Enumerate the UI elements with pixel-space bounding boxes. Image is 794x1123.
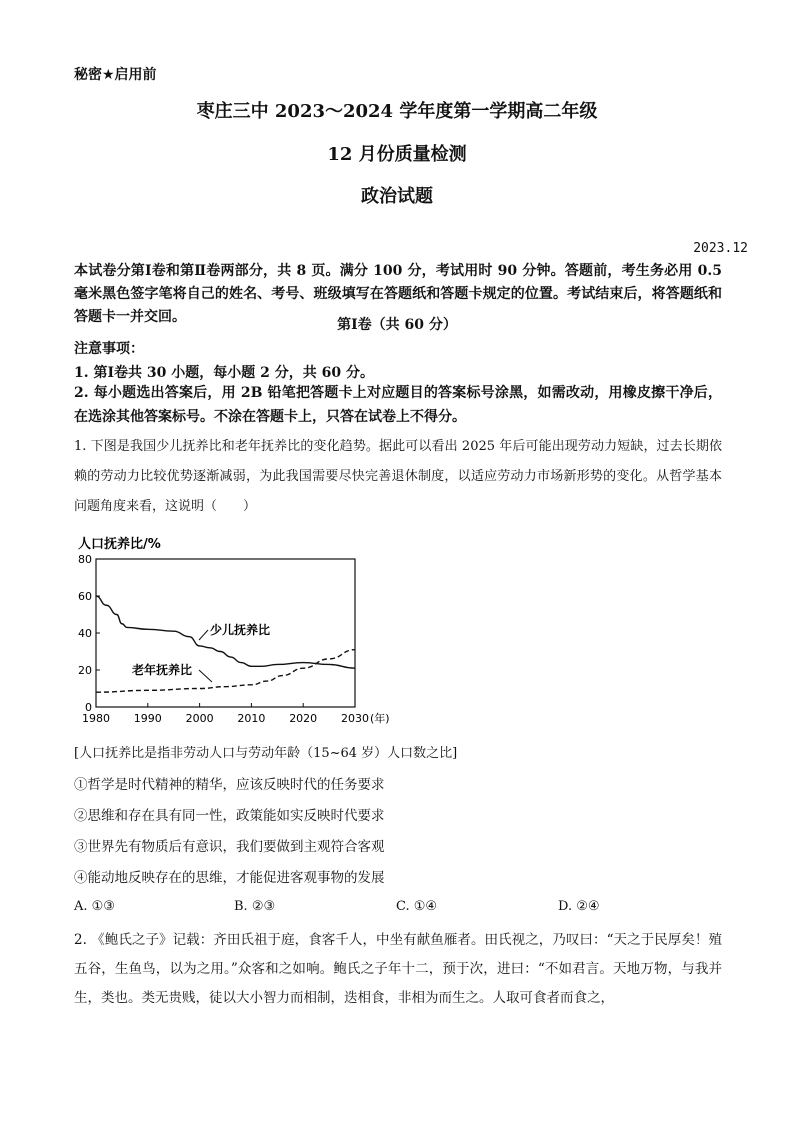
exam-date: 2023.12 bbox=[693, 241, 748, 256]
x-tick-label: 1990 bbox=[133, 712, 162, 725]
x-tick-label: 1980 bbox=[82, 712, 110, 725]
x-tick-label: 2000 bbox=[185, 712, 214, 725]
statement-3: ③世界先有物质后有意识，我们要做到主观符合客观 bbox=[74, 839, 385, 855]
x-tick-label: 2010 bbox=[237, 712, 266, 725]
choice-d[interactable]: D. ②④ bbox=[558, 899, 600, 914]
exam-title: 枣庄三中 2023～2024 学年度第一学期高二年级 bbox=[196, 101, 598, 122]
dependency-ratio-chart bbox=[72, 530, 412, 730]
x-tick-label: 2030 bbox=[341, 712, 369, 725]
exam-intro: 本试卷分第Ⅰ卷和第Ⅱ卷两部分，共 8 页。满分 100 分，考试用时 90 分钟。答题前，考生务必用 0.5 毫米黑色签字笔将自己的姓名、考号、班级填写在答题纸和答题卡规定的位置。考试结束后，将答题纸和答题卡一并交回。 bbox=[74, 263, 722, 325]
subject-title: 政治试题 bbox=[361, 186, 433, 207]
question-2-stem: 2. 《鲍氏之子》记载：齐田氏祖于庭，食客千人，中坐有献鱼雁者。田氏视之，乃叹曰：“天之于民厚矣！殖五谷，生鱼鸟，以为之用。”众客和之如响。鲍氏之子年十二，预于次，进曰：“不如君言。天地万物，与我并生，类也。类无贵贱，徒以大小智力而相制，迭相食，非相为而生之。人取可食者而食之， bbox=[74, 932, 722, 1006]
chart-xlabel: (年) bbox=[370, 712, 390, 725]
y-tick-label: 0 bbox=[85, 701, 92, 714]
note-1: 1. 第Ⅰ卷共 30 小题，每小题 2 分，共 60 分。 bbox=[74, 365, 374, 381]
choice-b[interactable]: B. ②③ bbox=[234, 899, 276, 914]
notes-title: 注意事项： bbox=[74, 341, 144, 357]
choice-a[interactable]: A. ①③ bbox=[74, 899, 115, 914]
statement-1: ①哲学是时代精神的精华，应该反映时代的任务要求 bbox=[74, 777, 385, 793]
question-1-stem: 1. 下图是我国少儿抚养比和老年抚养比的变化趋势。据此可以看出 2025 年后可能出现劳动力短缺，过去长期依赖的劳动力比较优势逐渐减弱，为此我国需要尽快完善退休制度，以适应劳动力市场新形势的变化。从哲学基本问题角度来看，这说明（ ） bbox=[74, 439, 722, 514]
confidential-label: 秘密★启用前 bbox=[74, 67, 157, 83]
choice-c[interactable]: C. ①④ bbox=[396, 899, 438, 914]
exam-subtitle: 12 月份质量检测 bbox=[327, 144, 467, 165]
y-tick-label: 80 bbox=[78, 553, 92, 566]
leader-youth bbox=[199, 630, 208, 640]
statement-4: ④能动地反映存在的思维，才能促进客观事物的发展 bbox=[74, 870, 385, 886]
leader-elderly bbox=[199, 670, 212, 682]
y-tick-label: 40 bbox=[78, 627, 92, 640]
note-2: 2. 每小题选出答案后，用 2B 铅笔把答题卡上对应题目的答案标号涂黑，如需改动，用橡皮擦干净后，在选涂其他答案标号。不涂在答题卡上，只答在试卷上不得分。 bbox=[74, 385, 722, 425]
label-youth: 少儿抚养比 bbox=[210, 623, 271, 637]
chart-ylabel: 人口抚养比/% bbox=[78, 537, 161, 552]
question-1-note: [人口抚养比是指非劳动人口与劳动年龄（15~64 岁）人口数之比] bbox=[74, 746, 458, 761]
statement-2: ②思维和存在具有同一性，政策能如实反映时代要求 bbox=[74, 808, 385, 824]
label-elderly: 老年抚养比 bbox=[132, 663, 193, 677]
y-tick-label: 20 bbox=[78, 664, 92, 677]
x-tick-label: 2020 bbox=[289, 712, 318, 725]
section-title: 第Ⅰ卷（共 60 分） bbox=[337, 317, 457, 333]
y-tick-label: 60 bbox=[78, 590, 92, 603]
